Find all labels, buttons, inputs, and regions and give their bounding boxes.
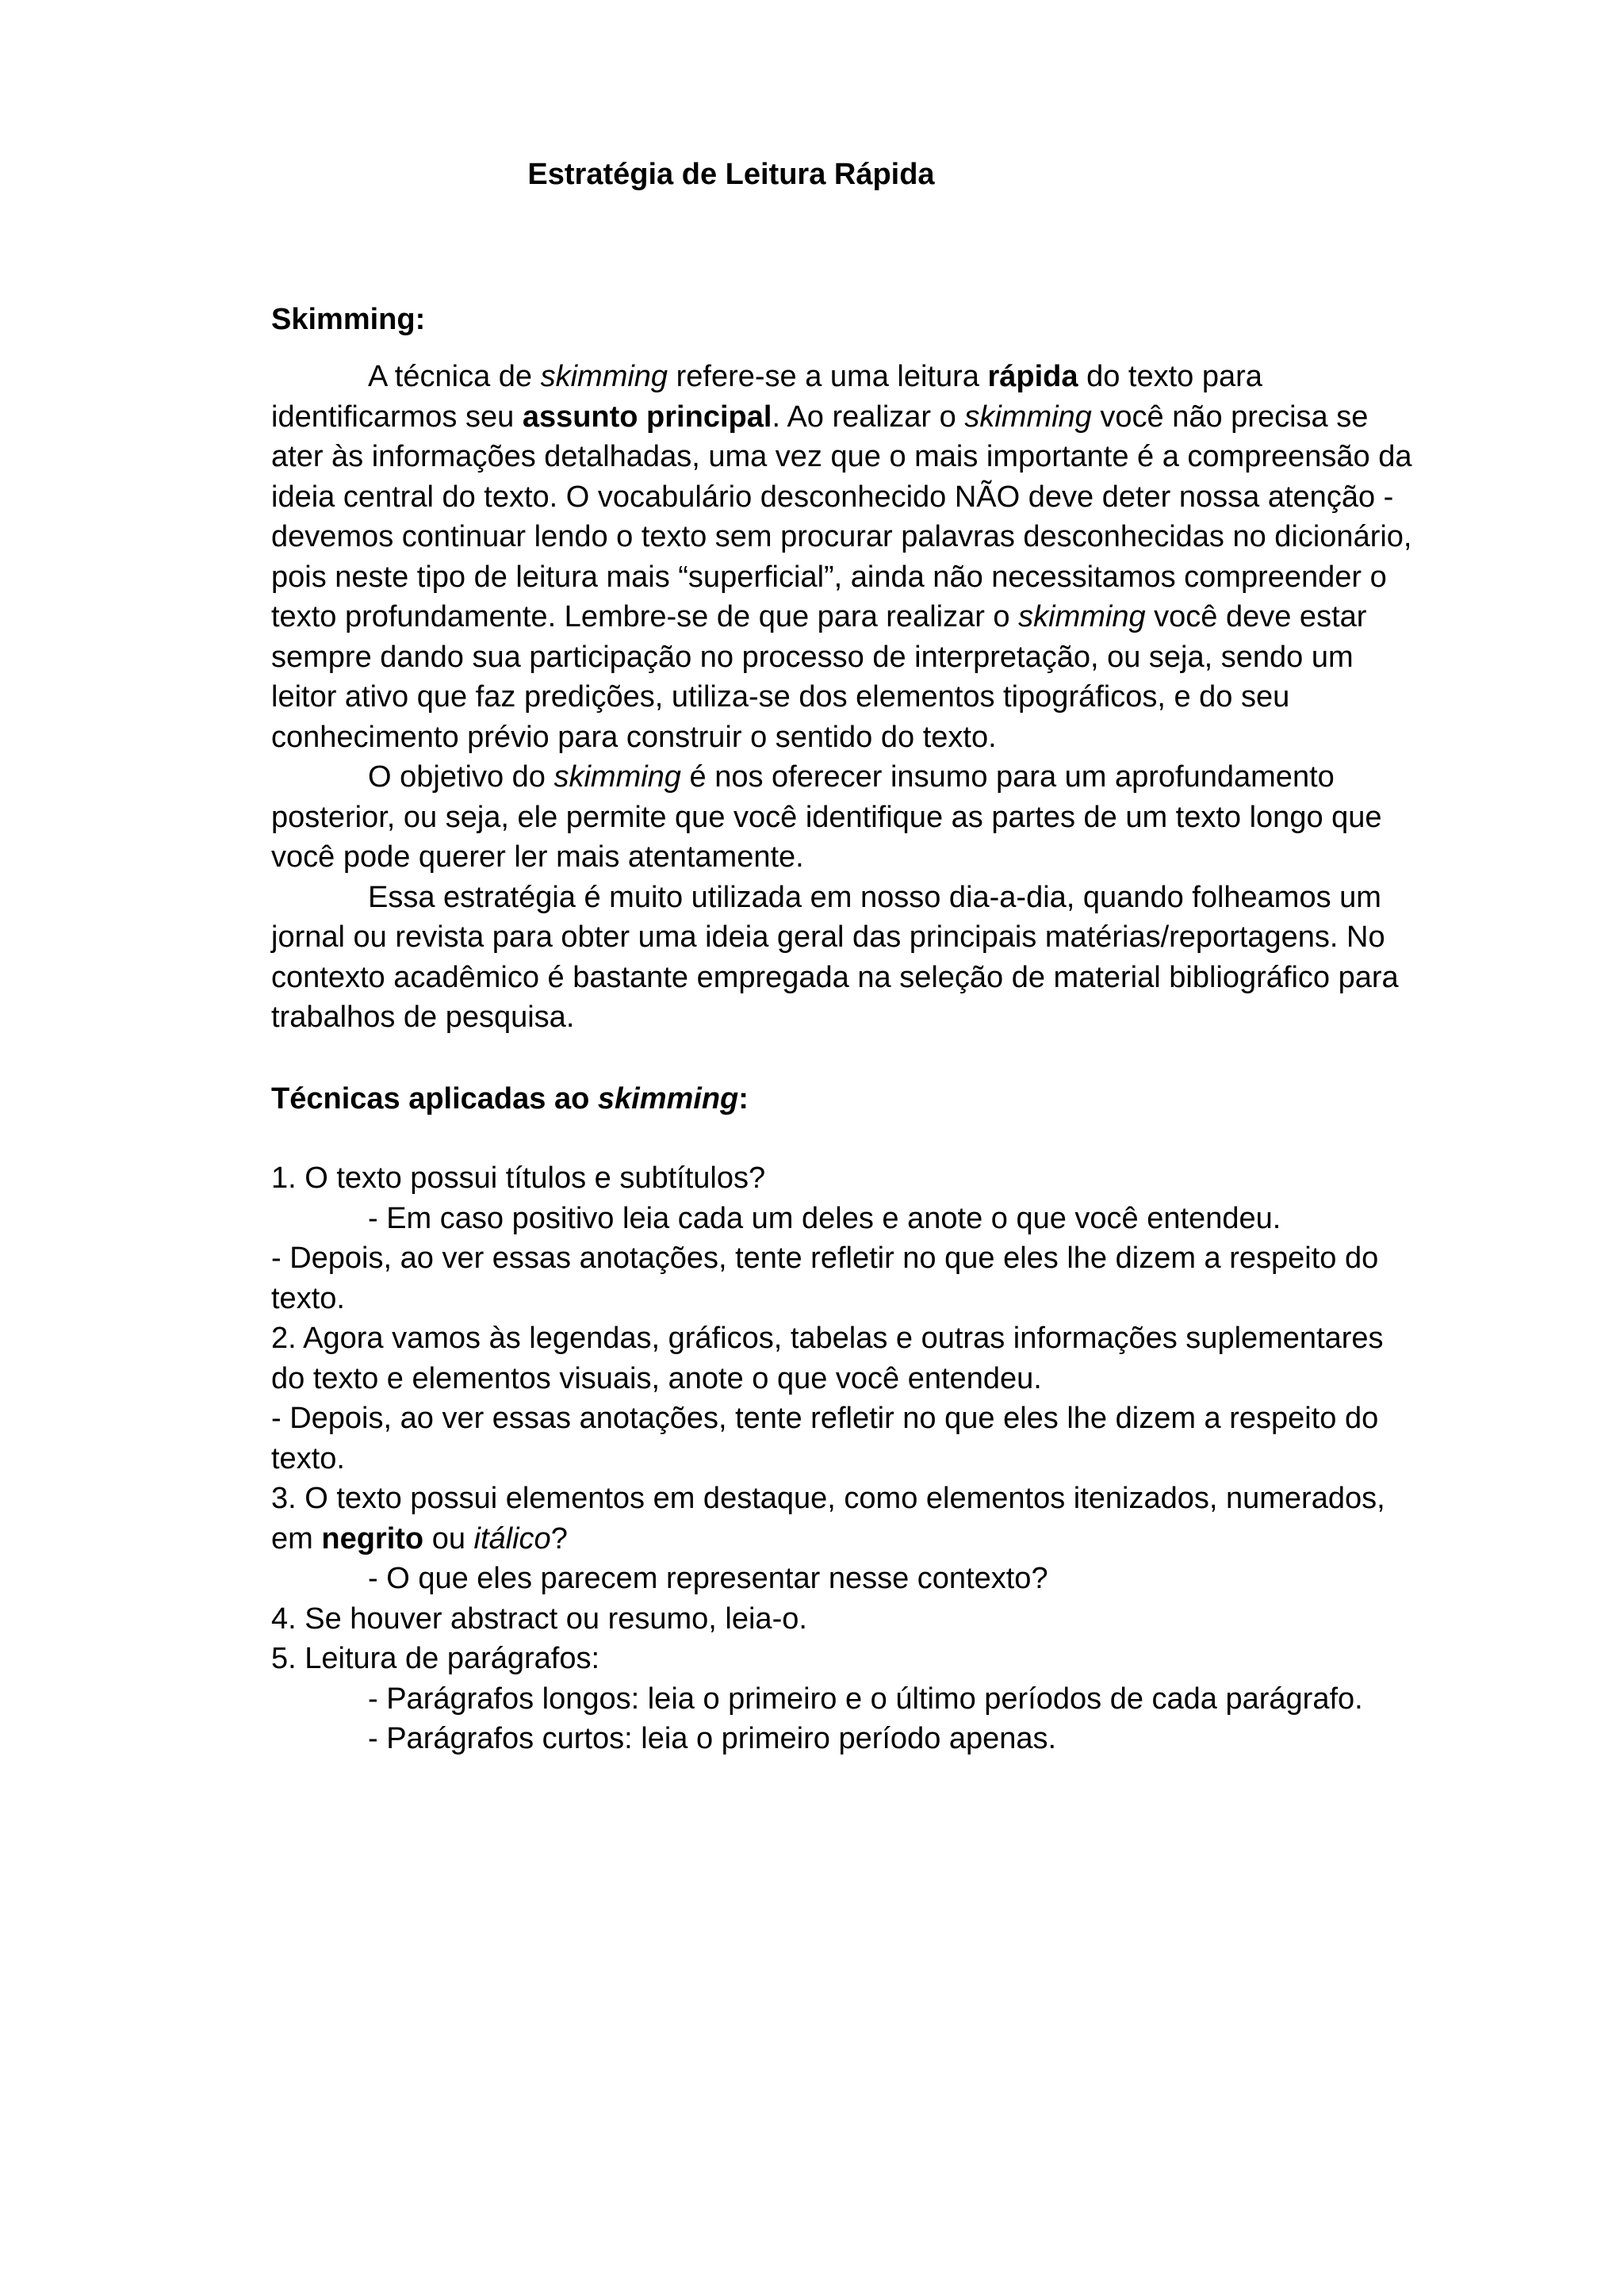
technique-4: 4. Se houver abstract ou resumo, leia-o. <box>271 1601 807 1636</box>
text-run: você deve estar sempre dando sua participação no processo de interpretação, ou seja, sendo um leitor ativo que faz predições, utiliza-se dos elementos tipográficos, e do seu conhecimento prévio para construir o sentido do texto. <box>271 600 1367 754</box>
bold-term: rápida <box>987 360 1078 393</box>
text-run: : <box>738 1081 749 1115</box>
skimming-heading: Skimming: <box>271 302 426 336</box>
skimming-paragraph-3: Essa estratégia é muito utilizada em nosso dia-a-dia, quando folheamos um jornal ou revista para obter uma ideia geral das principais matérias/reportagens. No contexto acadêmico é bastante empregada na seleção de material bibliográfico para trabalhos de pesquisa. <box>271 880 1399 1034</box>
text-run: ? <box>550 1521 568 1556</box>
technique-1-sub: - Em caso positivo leia cada um deles e anote o que você entendeu. <box>368 1201 1281 1235</box>
bold-term: assunto principal <box>522 400 772 434</box>
text-run: do texto para identificarmos seu <box>271 360 1262 434</box>
technique-5: 5. Leitura de parágrafos: <box>271 1642 600 1675</box>
technique-2-after: - Depois, ao ver essas anotações, tente refletir no que eles lhe dizem a respeito do texto. <box>271 1402 1379 1475</box>
technique-3 <box>271 1479 1413 1559</box>
technique-2: 2. Agora vamos às legendas, gráficos, tabelas e outras informações suplementares do texto e elementos visuais, anote o que você entendeu. <box>271 1322 1384 1395</box>
text-run: ou <box>423 1521 474 1556</box>
text-run: refere-se a uma leitura <box>668 360 988 393</box>
italic-term: skimming <box>540 360 668 393</box>
italic-term: itálico <box>473 1521 551 1556</box>
skimming-paragraph-2 <box>271 757 1413 878</box>
text-run: . Ao realizar o <box>772 400 965 434</box>
text-run: 3. O texto possui elementos em destaque, como elementos itenizados, numerados, em <box>271 1482 1385 1556</box>
technique-1: 1. O texto possui títulos e subtítulos? <box>271 1161 766 1195</box>
text-run: A técnica de <box>368 360 541 393</box>
text-run: é nos oferecer insumo para um aprofundamento posterior, ou seja, ele permite que você identifique as partes de um texto longo que você pode querer ler mais atentamente. <box>271 760 1382 874</box>
bold-term: negrito <box>321 1521 424 1556</box>
technique-5-sub-1: - Parágrafos longos: leia o primeiro e o último períodos de cada parágrafo. <box>368 1682 1363 1716</box>
technique-5-sub-2: - Parágrafos curtos: leia o primeiro período apenas. <box>368 1722 1057 1755</box>
document-page <box>271 155 1413 1759</box>
technique-1-after: - Depois, ao ver essas anotações, tente refletir no que eles lhe dizem a respeito do texto. <box>271 1242 1379 1315</box>
techniques-heading <box>271 1079 1413 1119</box>
skimming-paragraph-1 <box>271 357 1413 757</box>
text-run: Técnicas aplicadas ao <box>271 1081 598 1115</box>
italic-term: skimming <box>597 1081 739 1115</box>
document-title: Estratégia de Leitura Rápida <box>527 158 935 191</box>
italic-term: skimming <box>964 400 1092 434</box>
text-run: O objetivo do <box>368 760 554 794</box>
italic-term: skimming <box>553 760 681 794</box>
technique-3-sub: - O que eles parecem representar nesse contexto? <box>368 1562 1048 1595</box>
italic-term: skimming <box>1018 600 1146 633</box>
text-run: você não precisa se ater às informações detalhadas, uma vez que o mais importante é a compreensão da ideia central do texto. O vocabulário desconhecido NÃO deve deter nossa atenção - devemos continuar lendo o texto sem procurar palavras desconhecidas no dicionário, pois neste tipo de leitura mais “superficial”, ainda não necessitamos compreender o texto profundamente. Lembre-se de que para realizar o <box>271 400 1412 633</box>
